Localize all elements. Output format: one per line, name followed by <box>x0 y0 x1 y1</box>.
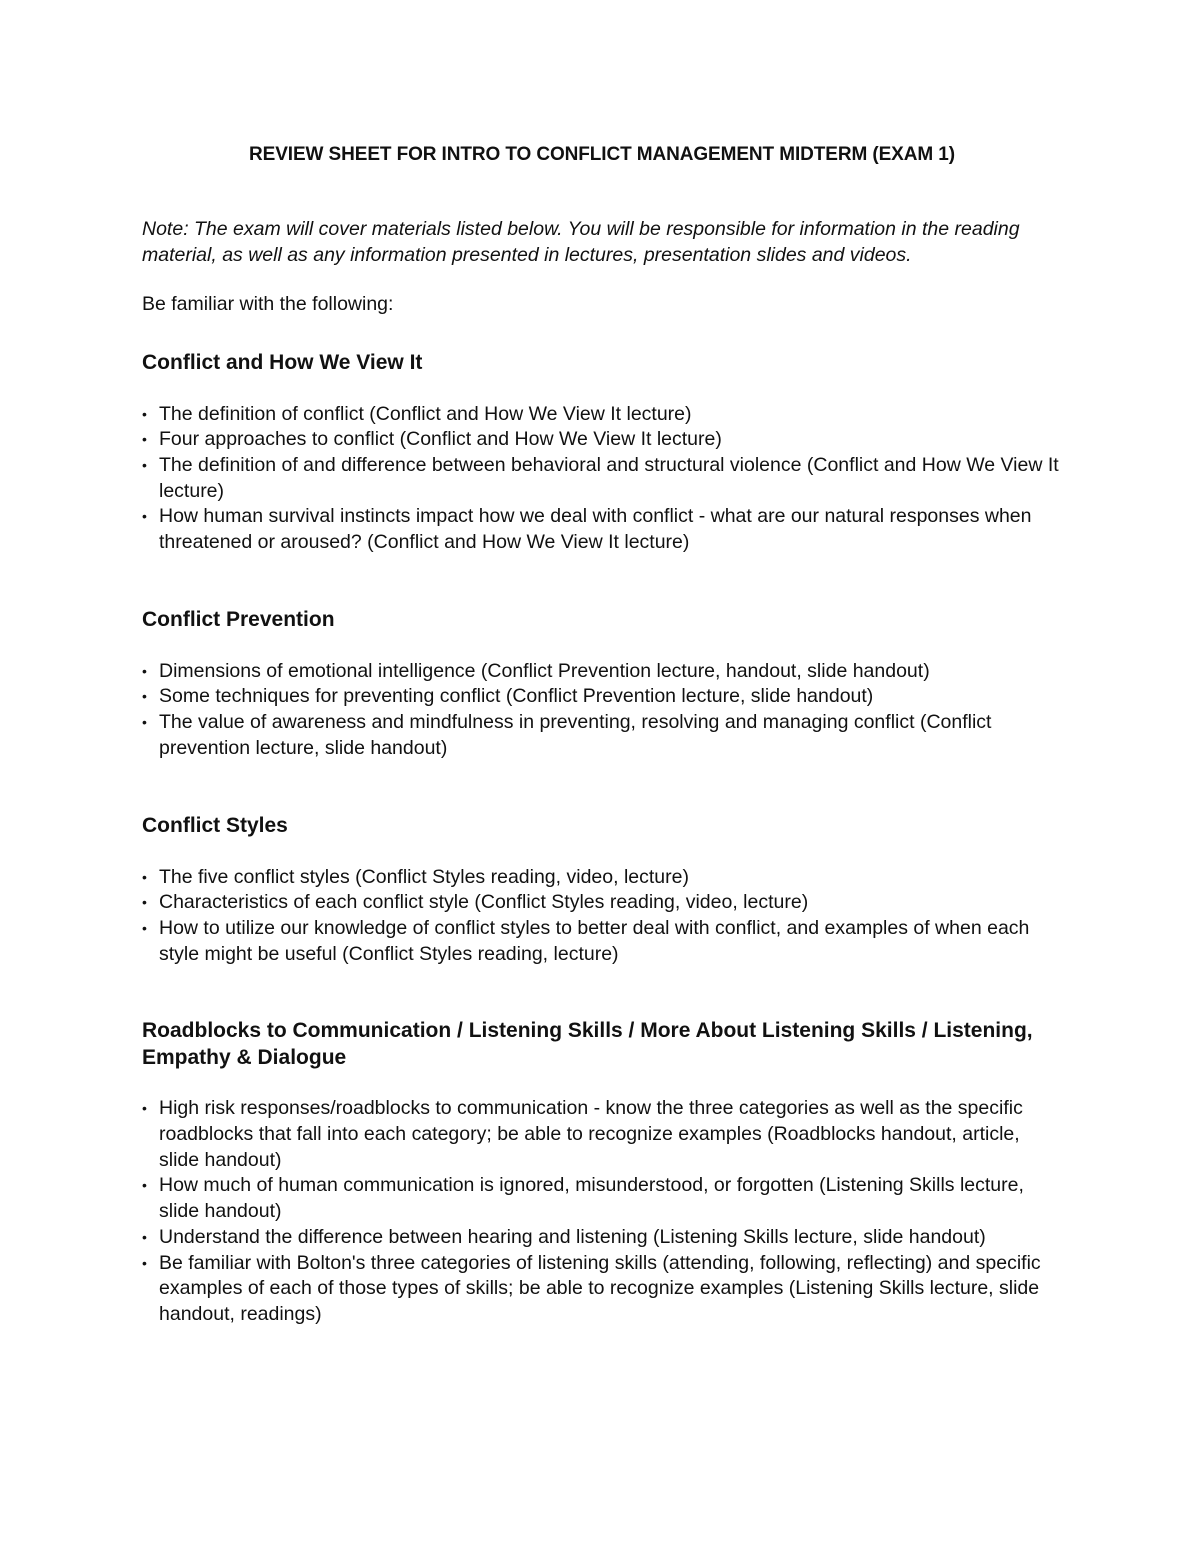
section-heading-conflict-and-how-we-view-it: Conflict and How We View It <box>142 350 423 374</box>
list-item <box>142 427 1062 453</box>
list-item <box>142 402 1062 428</box>
list-item-text: The definition of and difference between behavioral and structural violence (Conflict and How We View It lecture) <box>159 453 1059 502</box>
bullet-icon: • <box>142 894 147 911</box>
document-title: REVIEW SHEET FOR INTRO TO CONFLICT MANAGEMENT MIDTERM (EXAM 1) <box>249 144 955 165</box>
list-item-text: Be familiar with Bolton's three categories of listening skills (attending, following, reflecting) and specific examples of each of those types of skills; be able to recognize examples (Listening Skills lecture, slide handout, readings) <box>159 1251 1041 1325</box>
section-heading-conflict-prevention: Conflict Prevention <box>142 607 335 631</box>
list-item <box>142 659 1062 685</box>
list-item-text: The value of awareness and mindfulness in preventing, resolving and managing conflict (Conflict prevention lecture, slide handout) <box>159 711 992 759</box>
list-item-text: High risk responses/roadblocks to communication - know the three categories as well as the specific roadblocks that fall into each category; be able to recognize examples (Roadblocks handout, article, slide handout) <box>159 1097 1023 1171</box>
bullet-icon: • <box>142 868 147 885</box>
list-item-text: Dimensions of emotional intelligence (Conflict Prevention lecture, handout, slide handout) <box>159 659 930 682</box>
list-item <box>142 1225 1062 1251</box>
bullet-icon: • <box>142 919 147 936</box>
review-sheet-page <box>142 142 1062 1328</box>
list-item <box>142 890 1062 916</box>
bullet-icon: • <box>142 1177 147 1194</box>
bullet-icon: • <box>142 405 147 422</box>
bullet-icon: • <box>142 1100 147 1117</box>
section-heading-roadblocks-and-listening: Roadblocks to Communication / Listening Skills / More About Listening Skills / Listening, Empathy & Dialogue <box>142 1019 1033 1070</box>
list-item-text: How much of human communication is ignored, misunderstood, or forgotten (Listening Skills lecture, slide handout) <box>159 1174 1024 1223</box>
bullet-icon: • <box>142 508 147 525</box>
section-list-conflict-and-how-we-view-it <box>142 402 1062 556</box>
intro-text: Be familiar with the following: <box>142 293 394 315</box>
list-item <box>142 916 1062 967</box>
bullet-icon: • <box>142 1254 147 1271</box>
section-list-conflict-prevention <box>142 659 1062 762</box>
list-item-text: Characteristics of each conflict style (Conflict Styles reading, video, lecture) <box>159 891 809 914</box>
list-item <box>142 453 1062 504</box>
bullet-icon: • <box>142 1228 147 1245</box>
list-item <box>142 1096 1062 1173</box>
list-item <box>142 504 1062 555</box>
list-item-text: Understand the difference between hearing and listening (Listening Skills lecture, slide handout) <box>159 1225 986 1248</box>
list-item <box>142 865 1062 891</box>
list-item <box>142 1173 1062 1224</box>
section-heading-conflict-styles: Conflict Styles <box>142 813 288 837</box>
bullet-icon: • <box>142 456 147 473</box>
list-item-text: How to utilize our knowledge of conflict styles to better deal with conflict, and examples of when each style might be useful (Conflict Styles reading, lecture) <box>159 916 1030 965</box>
list-item-text: How human survival instincts impact how we deal with conflict - what are our natural responses when threatened or aroused? (Conflict and How We View It lecture) <box>159 505 1032 554</box>
bullet-icon: • <box>142 662 147 679</box>
list-item <box>142 1251 1062 1328</box>
section-list-conflict-styles <box>142 865 1062 968</box>
list-item <box>142 684 1062 710</box>
section-list-roadblocks-and-listening <box>142 1096 1062 1327</box>
list-item-text: Some techniques for preventing conflict (Conflict Prevention lecture, slide handout) <box>159 685 874 708</box>
bullet-icon: • <box>142 431 147 448</box>
list-item <box>142 710 1062 761</box>
bullet-icon: • <box>142 714 147 731</box>
bullet-icon: • <box>142 688 147 705</box>
exam-note: Note: The exam will cover materials listed below. You will be responsible for information in the reading material, as well as any information presented in lectures, presentation slides and videos. <box>142 218 1020 266</box>
list-item-text: Four approaches to conflict (Conflict and How We View It lecture) <box>159 428 722 451</box>
list-item-text: The definition of conflict (Conflict and How We View It lecture) <box>159 402 692 425</box>
list-item-text: The five conflict styles (Conflict Styles reading, video, lecture) <box>159 865 689 888</box>
